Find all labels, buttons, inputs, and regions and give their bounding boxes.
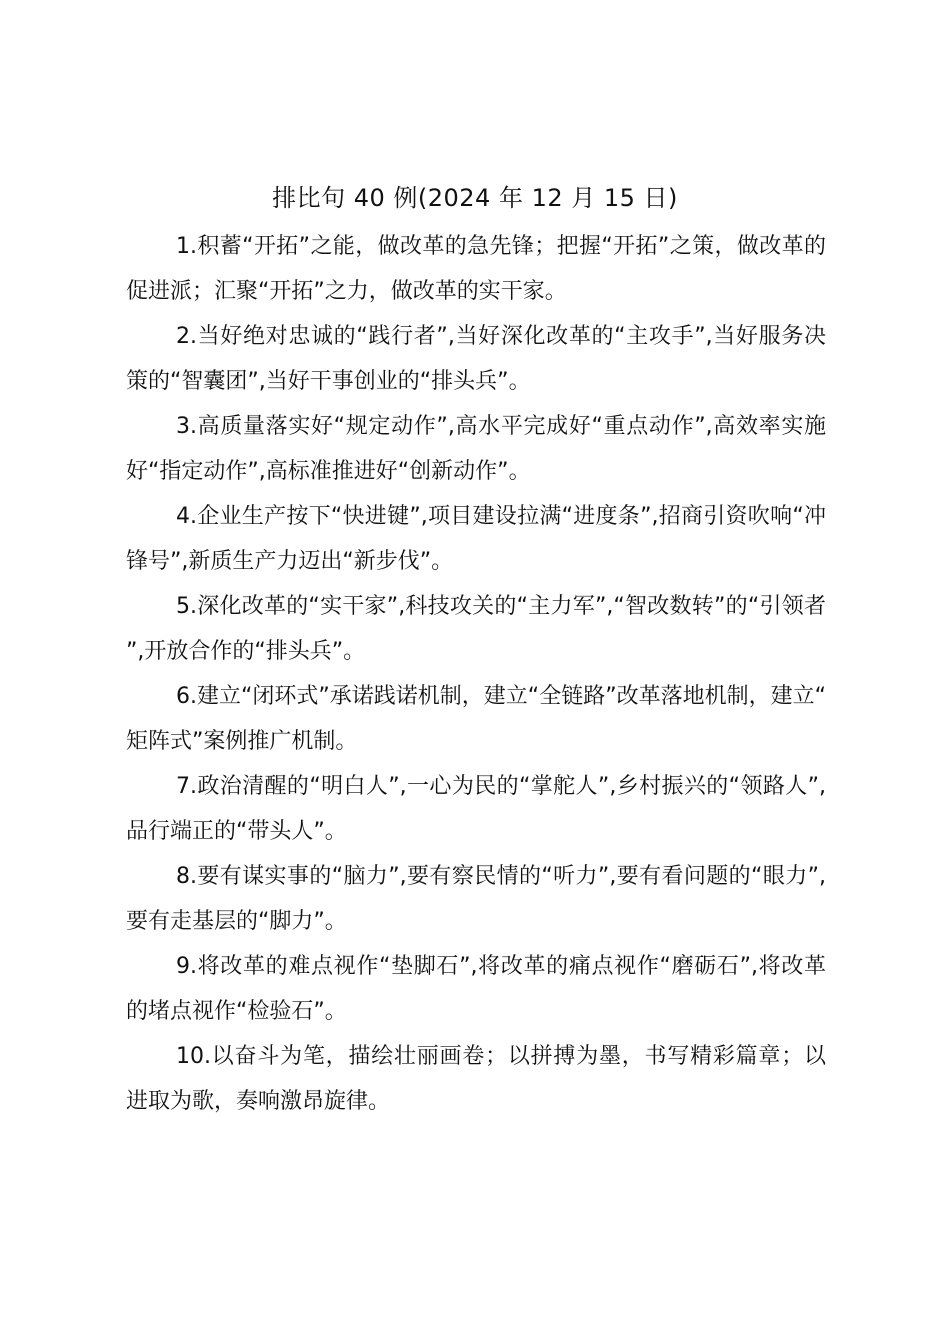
paragraph-6: 6.建立“闭环式”承诺践诺机制，建立“全链路”改革落地机制，建立“矩阵式”案例推广机制。 (126, 684, 826, 754)
paragraph-2: 2.当好绝对忠诚的“践行者”,当好深化改革的“主攻手”,当好服务决策的“智囊团”,当好干事创业的“排头兵”。 (126, 324, 826, 394)
document-body (126, 224, 826, 1124)
paragraph-10: 10.以奋斗为笔，描绘壮丽画卷；以拼搏为墨，书写精彩篇章；以进取为歌，奏响激昂旋律。 (126, 1044, 826, 1114)
paragraph-4: 4.企业生产按下“快进键”,项目建设拉满“进度条”,招商引资吹响“冲锋号”,新质生产力迈出“新步伐”。 (126, 504, 826, 574)
paragraph-1: 1.积蓄“开拓”之能，做改革的急先锋；把握“开拓”之策，做改革的促进派；汇聚“开拓”之力，做改革的实干家。 (126, 234, 826, 304)
document-title: 排比句 40 例(2024 年 12 月 15 日) (272, 184, 678, 212)
paragraph-9: 9.将改革的难点视作“垫脚石”,将改革的痛点视作“磨砺石”,将改革的堵点视作“检验石”。 (126, 954, 826, 1024)
paragraph-5: 5.深化改革的“实干家”,科技攻关的“主力军”,“智改数转”的“引领者”,开放合作的“排头兵”。 (126, 594, 826, 664)
paragraph-8: 8.要有谋实事的“脑力”,要有察民情的“听力”,要有看问题的“眼力”,要有走基层的“脚力”。 (126, 864, 826, 934)
paragraph-3: 3.高质量落实好“规定动作”,高水平完成好“重点动作”,高效率实施好“指定动作”,高标准推进好“创新动作”。 (126, 414, 826, 484)
paragraph-7: 7.政治清醒的“明白人”,一心为民的“掌舵人”,乡村振兴的“领路人”,品行端正的“带头人”。 (126, 774, 826, 844)
